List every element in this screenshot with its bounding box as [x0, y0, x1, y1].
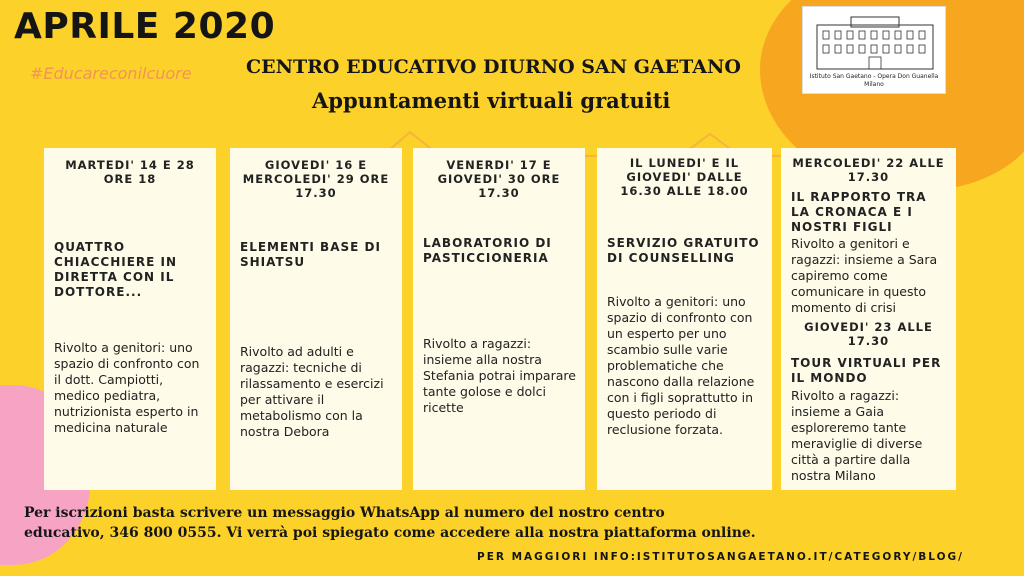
- page-title: APRILE 2020: [14, 6, 276, 47]
- event-date: MARTEDI' 14 E 28 ORE 18: [65, 158, 195, 186]
- event-description: Rivolto a genitori: uno spazio di confronto con il dott. Campiotti, medico pediatra, nutrizionista esperto in medicina naturale: [54, 340, 200, 435]
- logo-caption: Istituto San Gaetano - Opera Don Guanella: [809, 73, 939, 80]
- logo-city: Milano: [864, 81, 884, 88]
- event-date: GIOVEDI' 16 E MERCOLEDI' 29 ORE 17.30: [242, 158, 390, 200]
- event-title: QUATTRO CHIACCHIERE IN DIRETTA CON IL DOTTORE...: [54, 240, 178, 299]
- event-date: MERCOLEDI' 22 ALLE 17.30: [792, 156, 945, 184]
- event-description: Rivolto a genitori: uno spazio di confronto con un esperto per uno scambio sulle varie problematiche che nascono dalla relazione con i figli soprattutto in questo periodo di reclusione forzata.: [607, 294, 755, 437]
- center-name: CENTRO EDUCATIVO DIURNO SAN GAETANO: [246, 56, 741, 78]
- event-description-2: Rivolto a ragazzi: insieme a Gaia esploreremo tante meraviglie di diverse città a partire dalla nostra Milano: [791, 388, 923, 483]
- event-description: Rivolto a genitori e ragazzi: insieme a Sara capiremo come comunicare in questo momento di crisi: [791, 236, 938, 315]
- event-description: Rivolto ad adulti e ragazzi: tecniche di rilassamento e esercizi per attivare il metabolismo con la nostra Debora: [240, 344, 384, 439]
- event-title: IL RAPPORTO TRA LA CRONACA E I NOSTRI FIGLI: [791, 190, 927, 234]
- info-link[interactable]: PER MAGGIORI INFO:ISTITUTOSANGAETANO.IT/CATEGORY/BLOG/: [477, 551, 964, 563]
- footer-text: [24, 503, 756, 543]
- footer-line-1: Per iscrizioni basta scrivere un messaggio WhatsApp al numero del nostro centro: [24, 505, 665, 521]
- event-card-2: [230, 148, 402, 490]
- footer-line-2: educativo, 346 800 0555. Vi verrà poi spiegato come accedere alla nostra piattaforma online.: [24, 525, 756, 541]
- event-date-2: GIOVEDI' 23 ALLE 17.30: [804, 320, 933, 348]
- event-title-2: TOUR VIRTUALI PER IL MONDO: [791, 356, 942, 385]
- event-title: SERVIZIO GRATUITO DI COUNSELLING: [607, 236, 760, 265]
- event-description: Rivolto a ragazzi: insieme alla nostra Stefania potrai imparare tante golose e dolci ricette: [423, 336, 576, 415]
- subtitle: Appuntamenti virtuali gratuiti: [312, 88, 671, 113]
- event-title: ELEMENTI BASE DI SHIATSU: [240, 240, 381, 269]
- event-card-1: [44, 148, 216, 490]
- hashtag: #Educareconilcuore: [30, 64, 192, 83]
- event-card-4: [597, 148, 772, 490]
- event-date: VENERDI' 17 E GIOVEDI' 30 ORE 17.30: [437, 158, 561, 200]
- event-title: LABORATORIO DI PASTICCIONERIA: [423, 236, 552, 265]
- event-card-5: [781, 148, 956, 490]
- building-icon: [811, 13, 939, 71]
- event-card-3: [413, 148, 585, 490]
- event-date: IL LUNEDI' E IL GIOVEDI' DALLE 16.30 ALLE 18.00: [620, 156, 749, 198]
- institute-logo: [802, 6, 946, 94]
